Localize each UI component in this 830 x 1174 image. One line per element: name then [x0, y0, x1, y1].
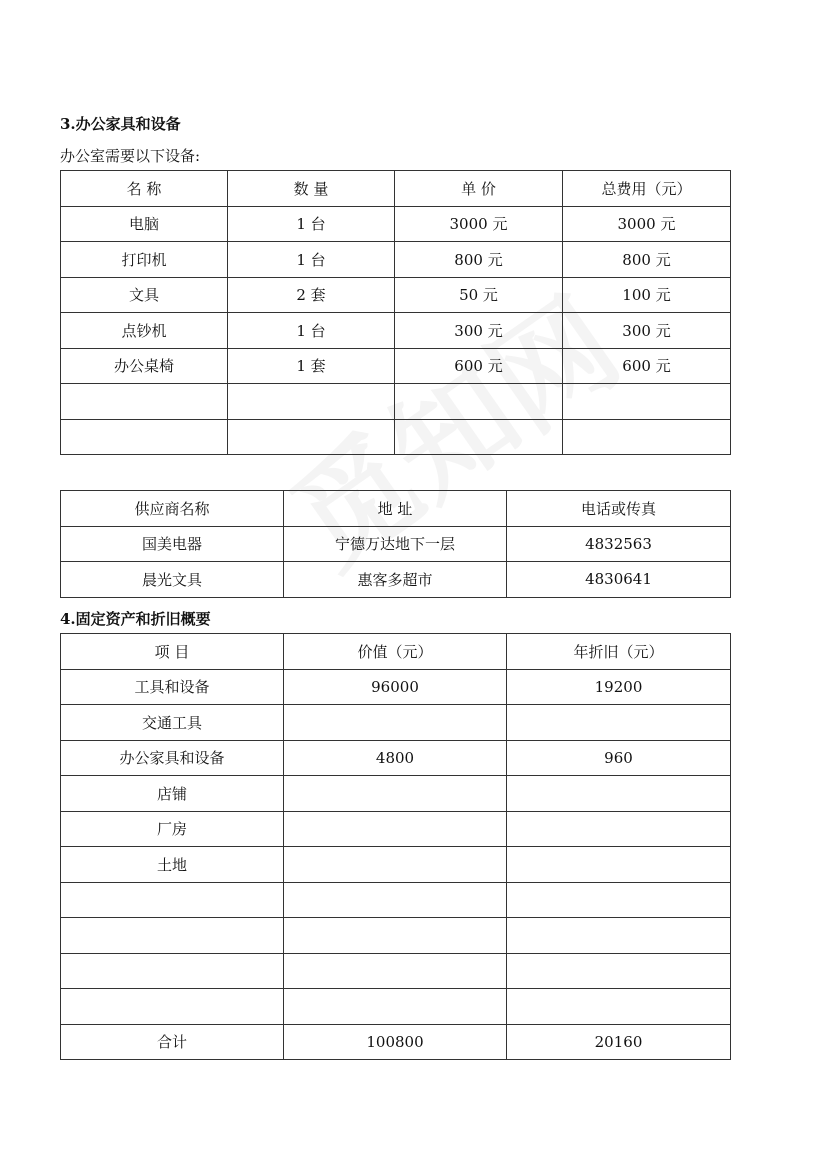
table-cell [284, 776, 507, 812]
column-header: 价值（元） [284, 634, 507, 670]
table-cell [507, 989, 731, 1025]
table-cell: 办公家具和设备 [61, 740, 284, 776]
table-cell [284, 953, 507, 989]
table-cell [284, 811, 507, 847]
assets-row [61, 847, 731, 883]
table-cell: 惠客多超市 [284, 562, 507, 598]
table-cell: 店铺 [61, 776, 284, 812]
table-cell: 100800 [284, 1024, 507, 1060]
column-header: 总费用（元） [563, 171, 731, 207]
table-cell: 点钞机 [61, 313, 228, 349]
table-cell: 96000 [284, 669, 507, 705]
table-cell [61, 419, 228, 455]
table-cell [61, 918, 284, 954]
supplier-table [60, 490, 731, 598]
column-header: 供应商名称 [61, 491, 284, 527]
table-cell: 300 元 [395, 313, 563, 349]
table-cell [507, 953, 731, 989]
column-header: 地 址 [284, 491, 507, 527]
table-cell: 600 元 [563, 348, 731, 384]
table-cell [284, 705, 507, 741]
supplier-row [61, 562, 731, 598]
table-cell: 晨光文具 [61, 562, 284, 598]
table-cell: 宁德万达地下一层 [284, 526, 507, 562]
table-cell [507, 776, 731, 812]
table-cell [507, 811, 731, 847]
table-cell: 3000 元 [395, 206, 563, 242]
table-cell: 土地 [61, 847, 284, 883]
equipment-row [61, 313, 731, 349]
table-cell: 800 元 [563, 242, 731, 278]
column-header: 电话或传真 [507, 491, 731, 527]
table-cell [284, 847, 507, 883]
table-cell [563, 419, 731, 455]
assets-row [61, 811, 731, 847]
assets-row [61, 918, 731, 954]
table-cell [395, 384, 563, 420]
table-cell: 厂房 [61, 811, 284, 847]
equipment-table [60, 170, 731, 455]
table-cell [507, 882, 731, 918]
assets-row [61, 705, 731, 741]
column-header: 项 目 [61, 634, 284, 670]
table-cell [61, 989, 284, 1025]
equipment-row [61, 384, 731, 420]
fixed-assets-table [60, 633, 731, 1060]
table-cell [61, 384, 228, 420]
table-cell: 800 元 [395, 242, 563, 278]
section-4-title: 4.固定资产和折旧概要 [60, 610, 211, 628]
assets-row [61, 882, 731, 918]
equipment-row [61, 277, 731, 313]
table-cell: 20160 [507, 1024, 731, 1060]
table-cell: 电脑 [61, 206, 228, 242]
table-cell: 文具 [61, 277, 228, 313]
table-cell [284, 989, 507, 1025]
column-header: 名 称 [61, 171, 228, 207]
table-cell [228, 384, 395, 420]
equipment-row [61, 242, 731, 278]
column-header: 单 价 [395, 171, 563, 207]
assets-row [61, 953, 731, 989]
column-header: 年折旧（元） [507, 634, 731, 670]
table-cell: 2 套 [228, 277, 395, 313]
table-cell: 1 台 [228, 313, 395, 349]
table-cell: 打印机 [61, 242, 228, 278]
table-cell: 50 元 [395, 277, 563, 313]
table-cell: 960 [507, 740, 731, 776]
table-cell: 办公桌椅 [61, 348, 228, 384]
assets-row [61, 776, 731, 812]
table-cell [395, 419, 563, 455]
equipment-intro: 办公室需要以下设备: [60, 147, 201, 165]
assets-row [61, 989, 731, 1025]
table-cell: 4832563 [507, 526, 731, 562]
table-cell [284, 918, 507, 954]
table-cell [61, 953, 284, 989]
table-cell: 4830641 [507, 562, 731, 598]
equipment-row [61, 206, 731, 242]
table-cell [507, 918, 731, 954]
assets-row [61, 740, 731, 776]
table-cell: 600 元 [395, 348, 563, 384]
table-cell: 100 元 [563, 277, 731, 313]
table-cell [284, 882, 507, 918]
assets-row [61, 1024, 731, 1060]
table-cell: 工具和设备 [61, 669, 284, 705]
table-cell [228, 419, 395, 455]
table-cell: 1 台 [228, 242, 395, 278]
table-cell: 1 套 [228, 348, 395, 384]
supplier-row [61, 526, 731, 562]
assets-row [61, 669, 731, 705]
table-cell [563, 384, 731, 420]
table-cell: 3000 元 [563, 206, 731, 242]
table-cell: 国美电器 [61, 526, 284, 562]
table-cell: 4800 [284, 740, 507, 776]
table-cell [507, 705, 731, 741]
column-header: 数 量 [228, 171, 395, 207]
table-cell [507, 847, 731, 883]
section-3-title: 3.办公家具和设备 [60, 115, 181, 133]
table-cell [61, 882, 284, 918]
table-cell: 300 元 [563, 313, 731, 349]
equipment-header-row [61, 171, 731, 207]
supplier-header-row [61, 491, 731, 527]
table-cell: 19200 [507, 669, 731, 705]
assets-header-row [61, 634, 731, 670]
table-cell: 1 台 [228, 206, 395, 242]
equipment-row [61, 419, 731, 455]
equipment-row [61, 348, 731, 384]
table-cell: 合计 [61, 1024, 284, 1060]
table-cell: 交通工具 [61, 705, 284, 741]
